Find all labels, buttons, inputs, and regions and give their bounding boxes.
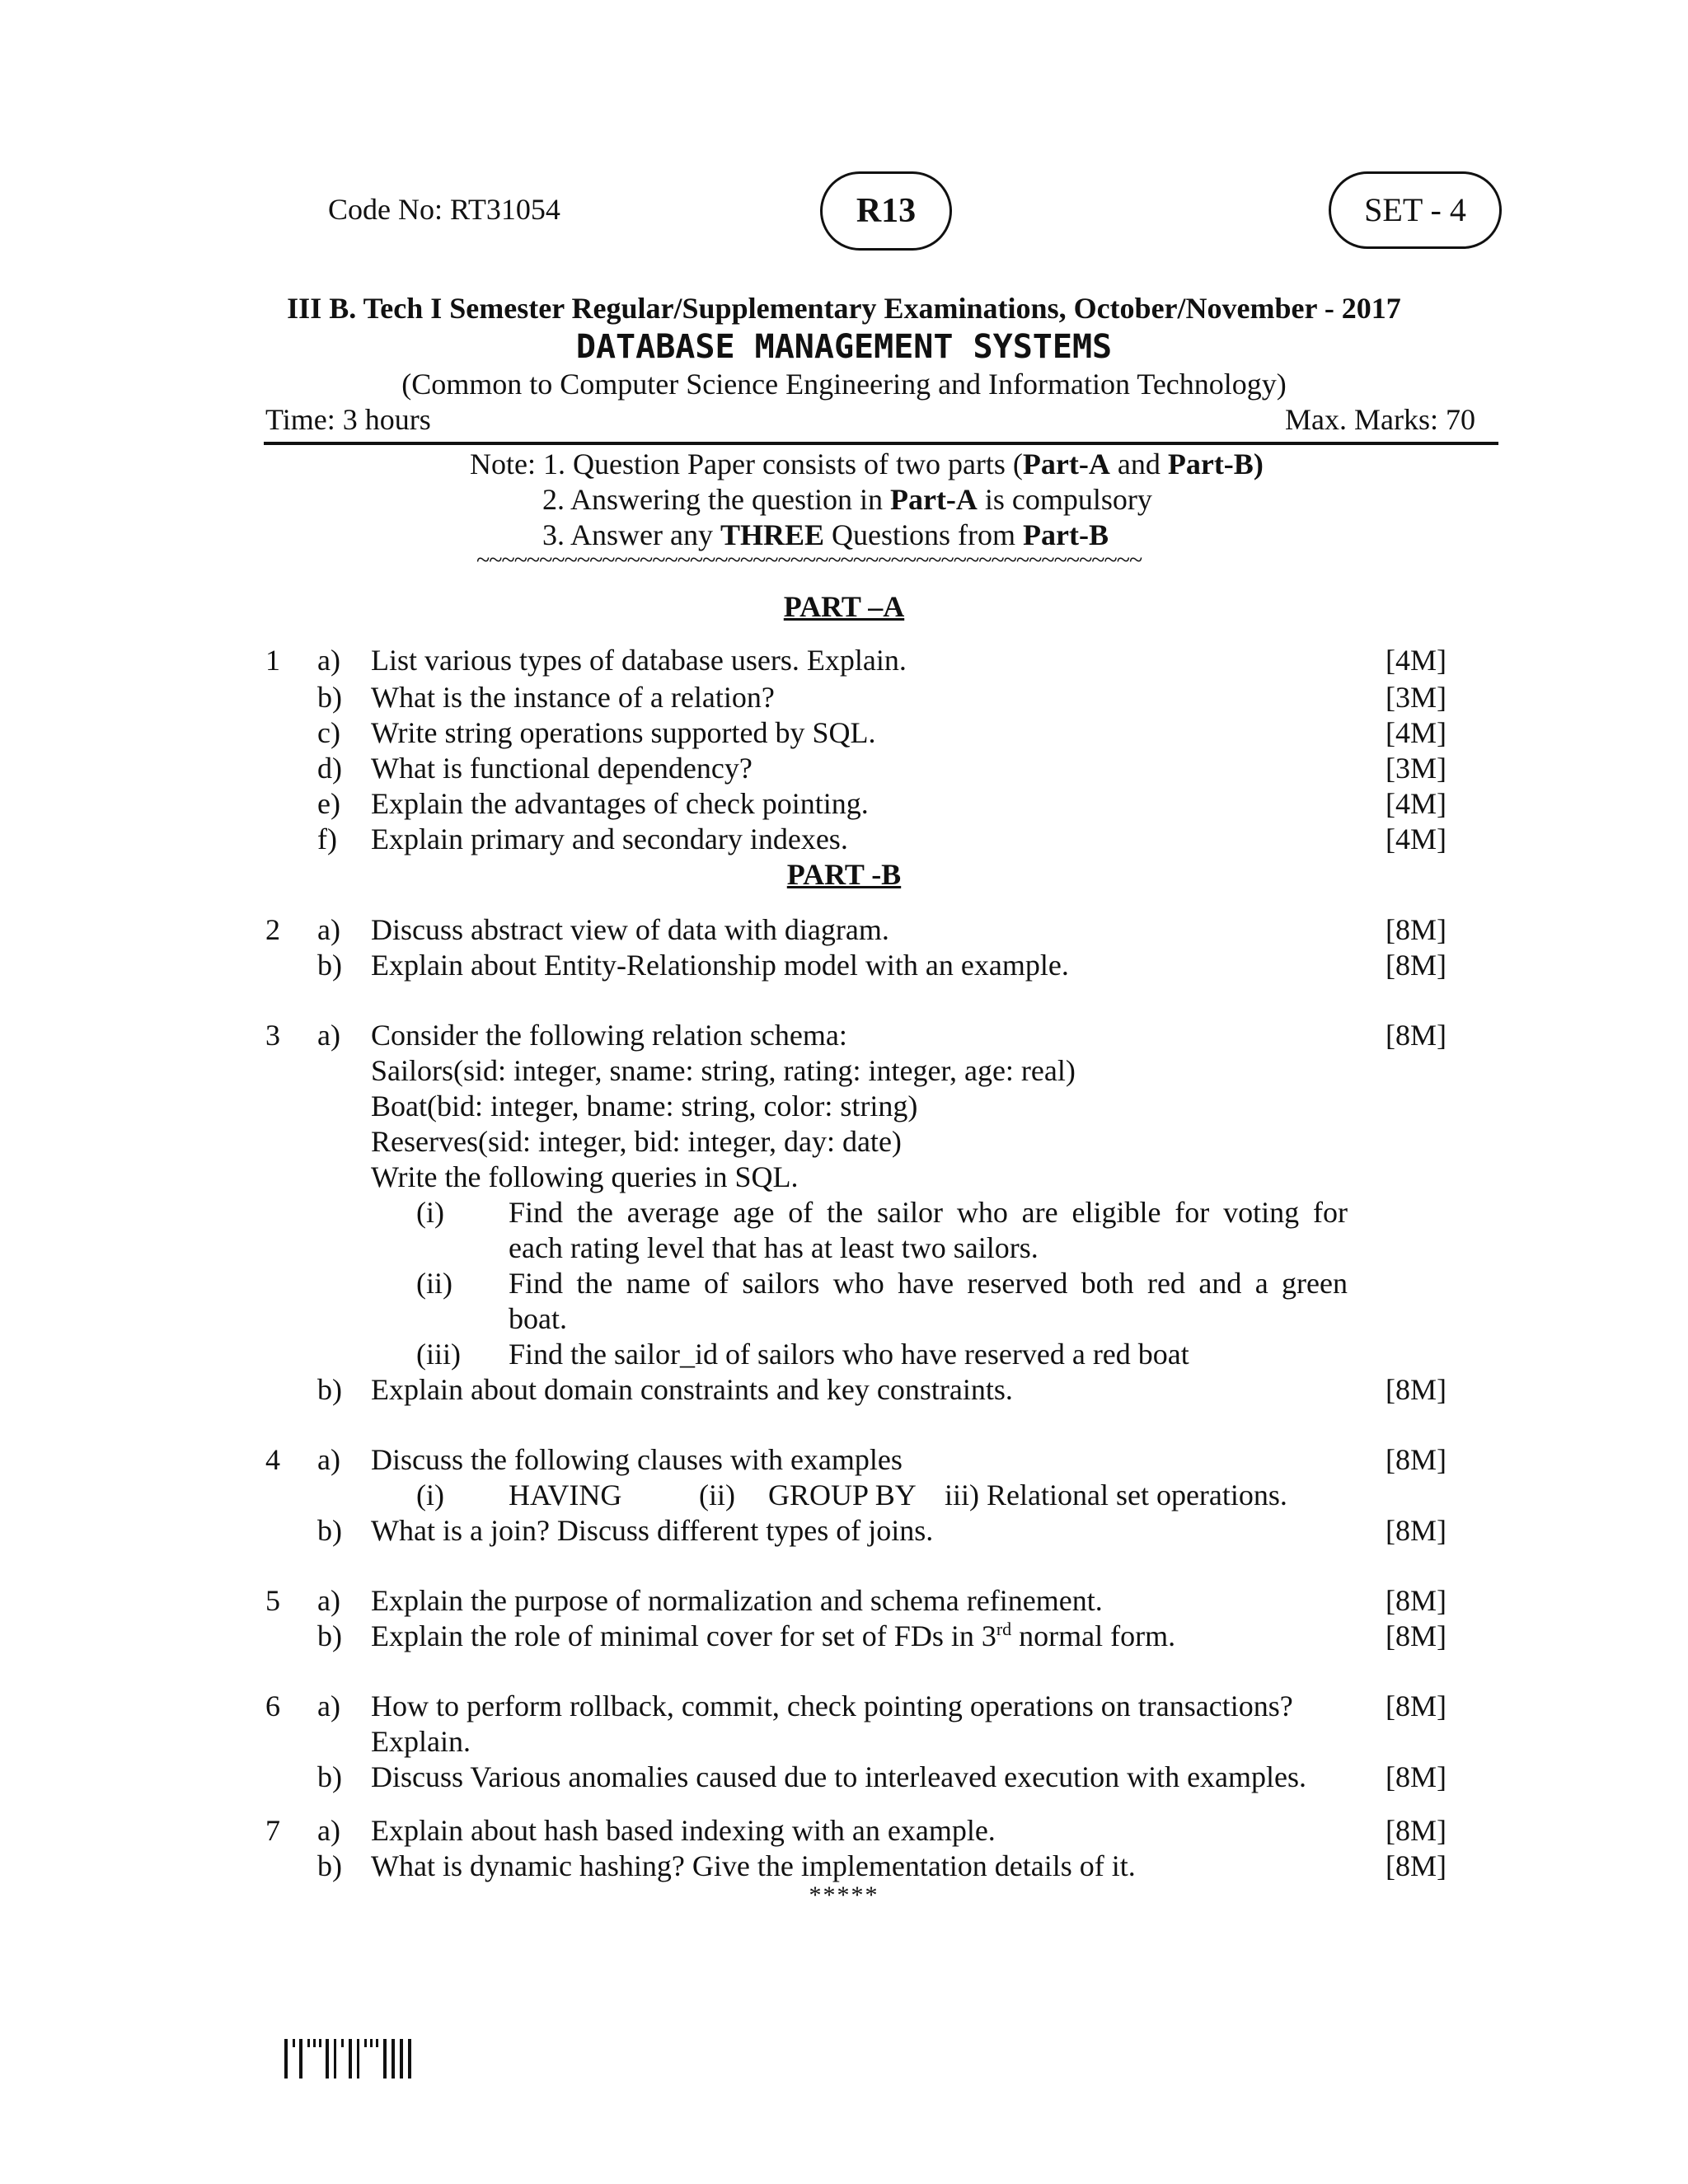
regulation-badge: R13 [820,171,952,251]
schema-reserves: Reserves(sid: integer, bid: integer, day: date) [371,1125,902,1158]
q1-d-label: d) [317,752,342,785]
q4-a-marks: [8M] [1386,1443,1447,1476]
q1-f-marks: [4M] [1386,823,1447,855]
header-rule [264,442,1498,445]
q2-b-text: Explain about Entity-Relationship model with an example. [371,949,1069,982]
q1-b-text: What is the instance of a relation? [371,681,775,714]
schema-boat: Boat(bid: integer, bname: string, color: string) [371,1090,918,1122]
note-2: 2. Answering the question in Part-A is compulsory [542,483,1152,516]
note-3: 3. Answer any THREE Questions from Part-B [542,518,1109,551]
q1-d-text: What is functional dependency? [371,752,753,785]
q7-a-text: Explain about hash based indexing with an example. [371,1814,996,1847]
query-iii-number: (iii) [416,1338,461,1371]
query-i-number: (i) [416,1196,444,1229]
q6-a-text: How to perform rollback, commit, check pointing operations on transactions? [371,1690,1293,1722]
query-ii-number: (ii) [416,1267,452,1300]
query-i-line2: each rating level that has at least two sailors. [509,1231,1039,1264]
q1-b-marks: [3M] [1386,681,1447,714]
q7-b-label: b) [317,1849,342,1882]
q1-c-label: c) [317,716,340,749]
q1-e-label: e) [317,787,340,820]
q6-b-label: b) [317,1760,342,1793]
max-marks-label: Max. Marks: 70 [1285,403,1475,436]
q3-b-marks: [8M] [1386,1373,1447,1406]
q2-a-marks: [8M] [1386,913,1447,946]
barcode-icon [284,2036,433,2082]
q3-a-text: Consider the following relation schema: [371,1019,847,1052]
q1-f-label: f) [317,823,337,855]
schema-sailors: Sailors(sid: integer, sname: string, rating: integer, age: real) [371,1054,1076,1087]
clause-group-by: GROUP BY [768,1479,917,1511]
question-number-4: 4 [265,1443,280,1476]
q5-a-text: Explain the purpose of normalization and schema refinement. [371,1584,1103,1617]
q6-a-label: a) [317,1690,340,1722]
question-number-6: 6 [265,1690,280,1722]
q6-a-marks: [8M] [1386,1690,1447,1722]
query-ii-line2: boat. [509,1302,567,1335]
time-label: Time: 3 hours [265,403,431,436]
common-note: (Common to Computer Science Engineering and Information Technology) [401,368,1287,401]
q3-a-label: a) [317,1019,340,1052]
q2-a-text: Discuss abstract view of data with diagram. [371,913,889,946]
q1-c-text: Write string operations supported by SQL. [371,716,876,749]
query-i-line1: Find the average age of the sailor who are eligible for voting for [509,1196,1348,1229]
q6-b-marks: [8M] [1386,1760,1447,1793]
q1-d-marks: [3M] [1386,752,1447,785]
q7-a-label: a) [317,1814,340,1847]
q7-b-text: What is dynamic hashing? Give the implementation details of it. [371,1849,1136,1882]
question-number-2: 2 [265,913,280,946]
q4-a-text: Discuss the following clauses with examples [371,1443,903,1476]
q1-e-text: Explain the advantages of check pointing. [371,787,869,820]
q1-a-marks: [4M] [1386,644,1447,677]
q2-b-label: b) [317,949,342,982]
q7-b-marks: [8M] [1386,1849,1447,1882]
q3-a-marks: [8M] [1386,1019,1447,1052]
clause-iii: iii) Relational set operations. [945,1479,1287,1511]
query-ii-line1: Find the name of sailors who have reserved both red and a green [509,1267,1348,1300]
q3-instruction: Write the following queries in SQL. [371,1160,799,1193]
q4-a-label: a) [317,1443,340,1476]
clause-i-number: (i) [416,1479,444,1511]
clause-having: HAVING [509,1479,622,1511]
q3-b-label: b) [317,1373,342,1406]
question-number-3: 3 [265,1019,280,1052]
set-badge: SET - 4 [1329,171,1502,249]
subject-title: DATABASE MANAGEMENT SYSTEMS [575,328,1113,366]
q5-b-marks: [8M] [1386,1619,1447,1652]
q2-a-label: a) [317,913,340,946]
exam-title: III B. Tech I Semester Regular/Supplementary Examinations, October/November - 2017 [287,292,1401,325]
question-number-5: 5 [265,1584,280,1617]
question-number-1: 1 [265,644,280,677]
q4-b-text: What is a join? Discuss different types of joins. [371,1514,934,1547]
q1-a-label: a) [317,644,340,677]
q1-b-label: b) [317,681,342,714]
q5-a-label: a) [317,1584,340,1617]
q4-b-label: b) [317,1514,342,1547]
q1-e-marks: [4M] [1386,787,1447,820]
q6-a-text-cont: Explain. [371,1725,471,1758]
q3-b-text: Explain about domain constraints and key constraints. [371,1373,1013,1406]
part-b-heading: PART -B [786,858,902,891]
q2-b-marks: [8M] [1386,949,1447,982]
end-mark: ***** [809,1882,879,1909]
q4-b-marks: [8M] [1386,1514,1447,1547]
q1-f-text: Explain primary and secondary indexes. [371,823,848,855]
code-number: Code No: RT31054 [328,193,560,226]
clause-ii-number: (ii) [699,1479,735,1511]
part-a-heading: PART –A [783,590,905,623]
note-1: Note: 1. Question Paper consists of two parts (Part-A and Part-B) [470,448,1264,480]
q1-c-marks: [4M] [1386,716,1447,749]
query-iii-line1: Find the sailor_id of sailors who have reserved a red boat [509,1338,1189,1371]
q6-b-text: Discuss Various anomalies caused due to interleaved execution with examples. [371,1760,1307,1793]
q1-a-text: List various types of database users. Explain. [371,644,907,677]
q5-b-label: b) [317,1619,342,1652]
tilde-divider: ~~~~~~~~~~~~~~~~~~~~~~~~~~~~~~~~~~~~~~~~~~~~~~~~~~~~~ [476,546,1142,574]
q5-b-text: Explain the role of minimal cover for set of FDs in 3rd normal form. [371,1619,1176,1652]
q7-a-marks: [8M] [1386,1814,1447,1847]
question-number-7: 7 [265,1814,280,1847]
q5-a-marks: [8M] [1386,1584,1447,1617]
